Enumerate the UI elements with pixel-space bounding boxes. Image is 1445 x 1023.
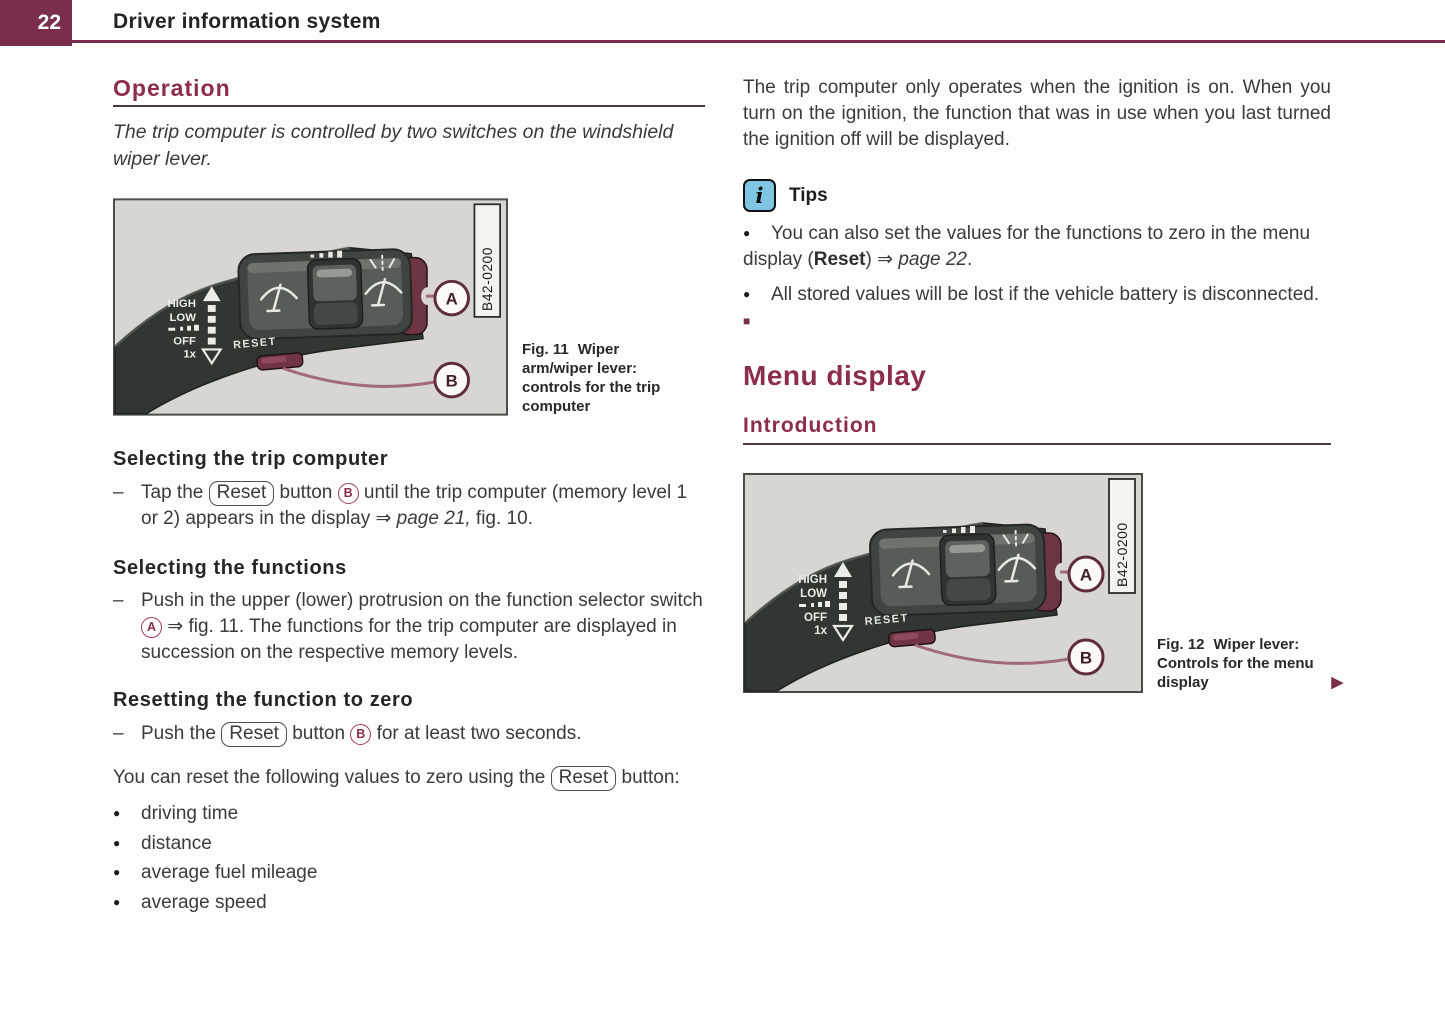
page-reference: page 22 <box>898 249 967 270</box>
ref-arrow: ⇒ <box>167 616 189 638</box>
list-item: ● driving time <box>113 803 239 825</box>
svg-text:A: A <box>1079 565 1093 585</box>
step-selecting-functions: – Push in the upper (lower) protrusion on the function selector switch A ⇒ fig. 11. The functions for the trip computer are displayed in succession on the respective memory levels. <box>113 590 703 664</box>
reset-values-intro: You can reset the following values to zero using the Reset button: <box>113 765 705 791</box>
svg-text:OFF: OFF <box>173 335 196 348</box>
heading-operation: Operation <box>113 76 705 107</box>
tips-header <box>743 179 1331 212</box>
svg-text:LOW: LOW <box>800 588 827 600</box>
figure-12-caption: Fig. 12 Wiper lever: Controls for the menu display ▶ <box>1157 636 1343 691</box>
heading-selecting-trip-computer: Selecting the trip computer <box>113 448 389 471</box>
figure-11-row <box>113 197 705 417</box>
section-end-mark: ■ <box>743 314 751 328</box>
tip-item: ● All stored values will be lost if the vehicle battery is disconnected. ■ <box>743 284 1320 328</box>
heading-resetting-to-zero: Resetting the function to zero <box>113 689 414 712</box>
step-select-trip-computer: – Tap the Reset button B until the trip computer (memory level 1 or 2) appears in the display ⇒ page 21, fig. 10. <box>113 482 688 530</box>
tip-item: ● You can also set the values for the functions to zero in the menu display (Reset) ⇒ page 22. <box>743 223 1311 270</box>
svg-text:LOW: LOW <box>169 312 196 325</box>
lever-head <box>869 524 1046 616</box>
reset-bold: Reset <box>813 249 866 270</box>
svg-text:B: B <box>1079 648 1093 668</box>
figure-code: B42-0200 <box>479 247 496 312</box>
info-icon: i <box>743 179 776 212</box>
wiper-lever-figure-11 <box>113 197 508 417</box>
left-column <box>113 70 705 917</box>
svg-text:B: B <box>445 371 458 391</box>
heading-selecting-functions: Selecting the functions <box>113 557 347 580</box>
header-title: Driver information system <box>113 10 381 33</box>
reset-label: RESET <box>232 336 278 352</box>
list-item: ● distance <box>113 832 212 854</box>
reset-keycap: Reset <box>221 722 287 747</box>
header-rule <box>0 40 1445 43</box>
ref-arrow: ⇒ <box>877 249 899 270</box>
svg-text:1x: 1x <box>814 625 827 637</box>
wiper-lever-figure-12 <box>743 473 1143 693</box>
svg-text:HIGH: HIGH <box>798 574 827 586</box>
callout-badge-a: A <box>141 617 162 638</box>
page-reference: page 21, <box>396 508 471 530</box>
operation-intro: The trip computer is controlled by two switches on the windshield wiper lever. <box>113 121 674 171</box>
reset-keycap: Reset <box>209 481 275 506</box>
figure-code: B42-0200 <box>1114 522 1130 587</box>
right-column <box>743 75 1343 693</box>
reset-button <box>888 629 935 647</box>
heading-menu-display: Menu display <box>743 360 927 391</box>
reset-label: RESET <box>864 612 910 628</box>
resettable-values-list <box>113 799 705 917</box>
figure-12-row <box>743 473 1343 693</box>
svg-text:HIGH: HIGH <box>167 298 196 311</box>
page-number: 22 <box>37 11 61 34</box>
figure-label: Fig. 12 <box>1157 636 1205 653</box>
ref-arrow: ⇒ <box>375 508 397 530</box>
callout-badge-b: B <box>338 483 359 504</box>
lever-head <box>238 249 413 340</box>
continuation-arrow: ▶ <box>1331 674 1343 691</box>
tips-label: Tips <box>789 184 828 206</box>
figure-11-caption: Fig. 11 Wiper arm/wiper lever: controls for the trip computer <box>522 341 661 416</box>
reset-button <box>257 353 303 371</box>
callout-badge-b: B <box>350 724 371 745</box>
svg-text:A: A <box>445 289 458 309</box>
reset-keycap: Reset <box>551 766 617 791</box>
heading-introduction: Introduction <box>743 414 1331 445</box>
svg-text:OFF: OFF <box>804 612 827 624</box>
list-item: ● average fuel mileage <box>113 862 318 884</box>
list-item: ● average speed <box>113 891 267 913</box>
step-resetting: – Push the Reset button B for at least two seconds. <box>113 721 705 747</box>
trip-computer-note: The trip computer only operates when the ignition is on. When you turn on the ignition, the function that was in use when you last turned the ignition off will be displayed. <box>743 77 1331 150</box>
svg-text:1x: 1x <box>183 348 196 361</box>
figure-label: Fig. 11 <box>522 341 569 359</box>
